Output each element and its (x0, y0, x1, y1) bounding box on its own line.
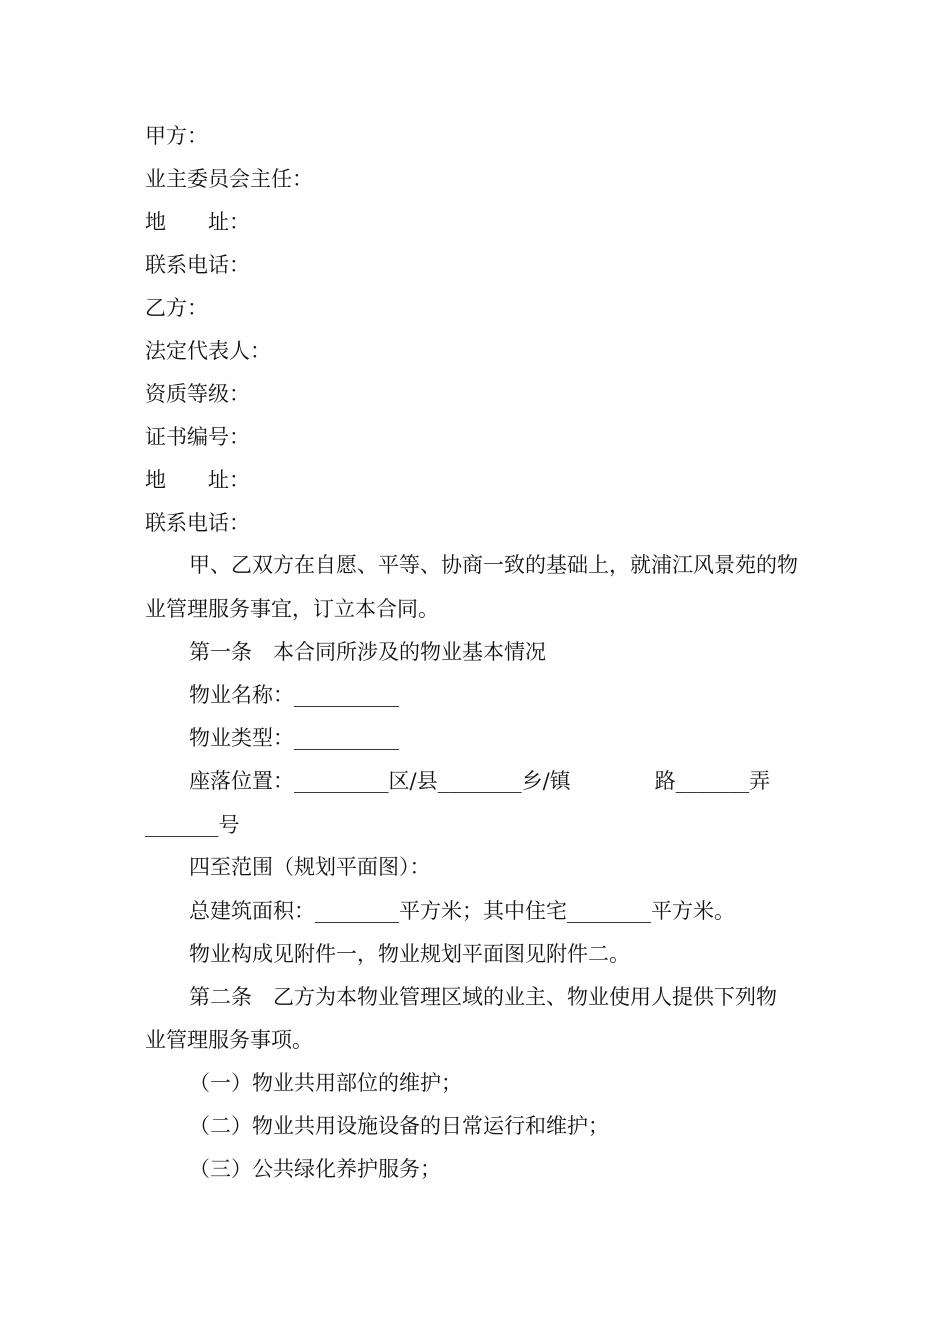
party-b-qualification: 资质等级： (145, 382, 250, 406)
service-item: （一）物业共用部位的维护； (189, 1071, 462, 1095)
property-composition: 物业构成见附件一，物业规划平面图见附件二。 (189, 942, 630, 966)
party-b-rep: 法定代表人： (145, 339, 271, 363)
preamble-line-2: 业管理服务事宜，订立本合同。 (145, 597, 439, 621)
property-name: 物业名称：__________ (189, 683, 399, 707)
party-a-phone: 联系电话： (145, 253, 250, 277)
party-a-label: 甲方： (145, 124, 208, 148)
service-item: （二）物业共用设施设备的日常运行和维护； (189, 1114, 609, 1138)
article-1-title: 第一条 本合同所涉及的物业基本情况 (189, 640, 546, 664)
property-location-2: _______号 (145, 813, 240, 837)
preamble-line-1: 甲、乙双方在自愿、平等、协商一致的基础上，就浦江风景苑的物 (189, 553, 798, 577)
party-b-phone: 联系电话： (145, 511, 250, 535)
party-a-address: 地 址： (145, 210, 250, 234)
party-b-address: 地 址： (145, 468, 250, 492)
party-b-label: 乙方： (145, 296, 208, 320)
party-a-chair: 业主委员会主任： (145, 167, 313, 191)
property-type: 物业类型：__________ (189, 726, 399, 750)
article-2-line-2: 业管理服务事项。 (145, 1028, 313, 1052)
article-2-line-1: 第二条 乙方为本物业管理区域的业主、物业使用人提供下列物 (189, 985, 777, 1009)
service-item: （三）公共绿化养护服务； (189, 1157, 441, 1181)
property-location-1: 座落位置：_________区/县________乡/镇 路_______弄 (189, 769, 771, 793)
property-scope: 四至范围（规划平面图）： (189, 855, 431, 879)
party-b-cert: 证书编号： (145, 425, 250, 449)
property-area: 总建筑面积：________平方米；其中住宅________平方米。 (189, 899, 735, 923)
